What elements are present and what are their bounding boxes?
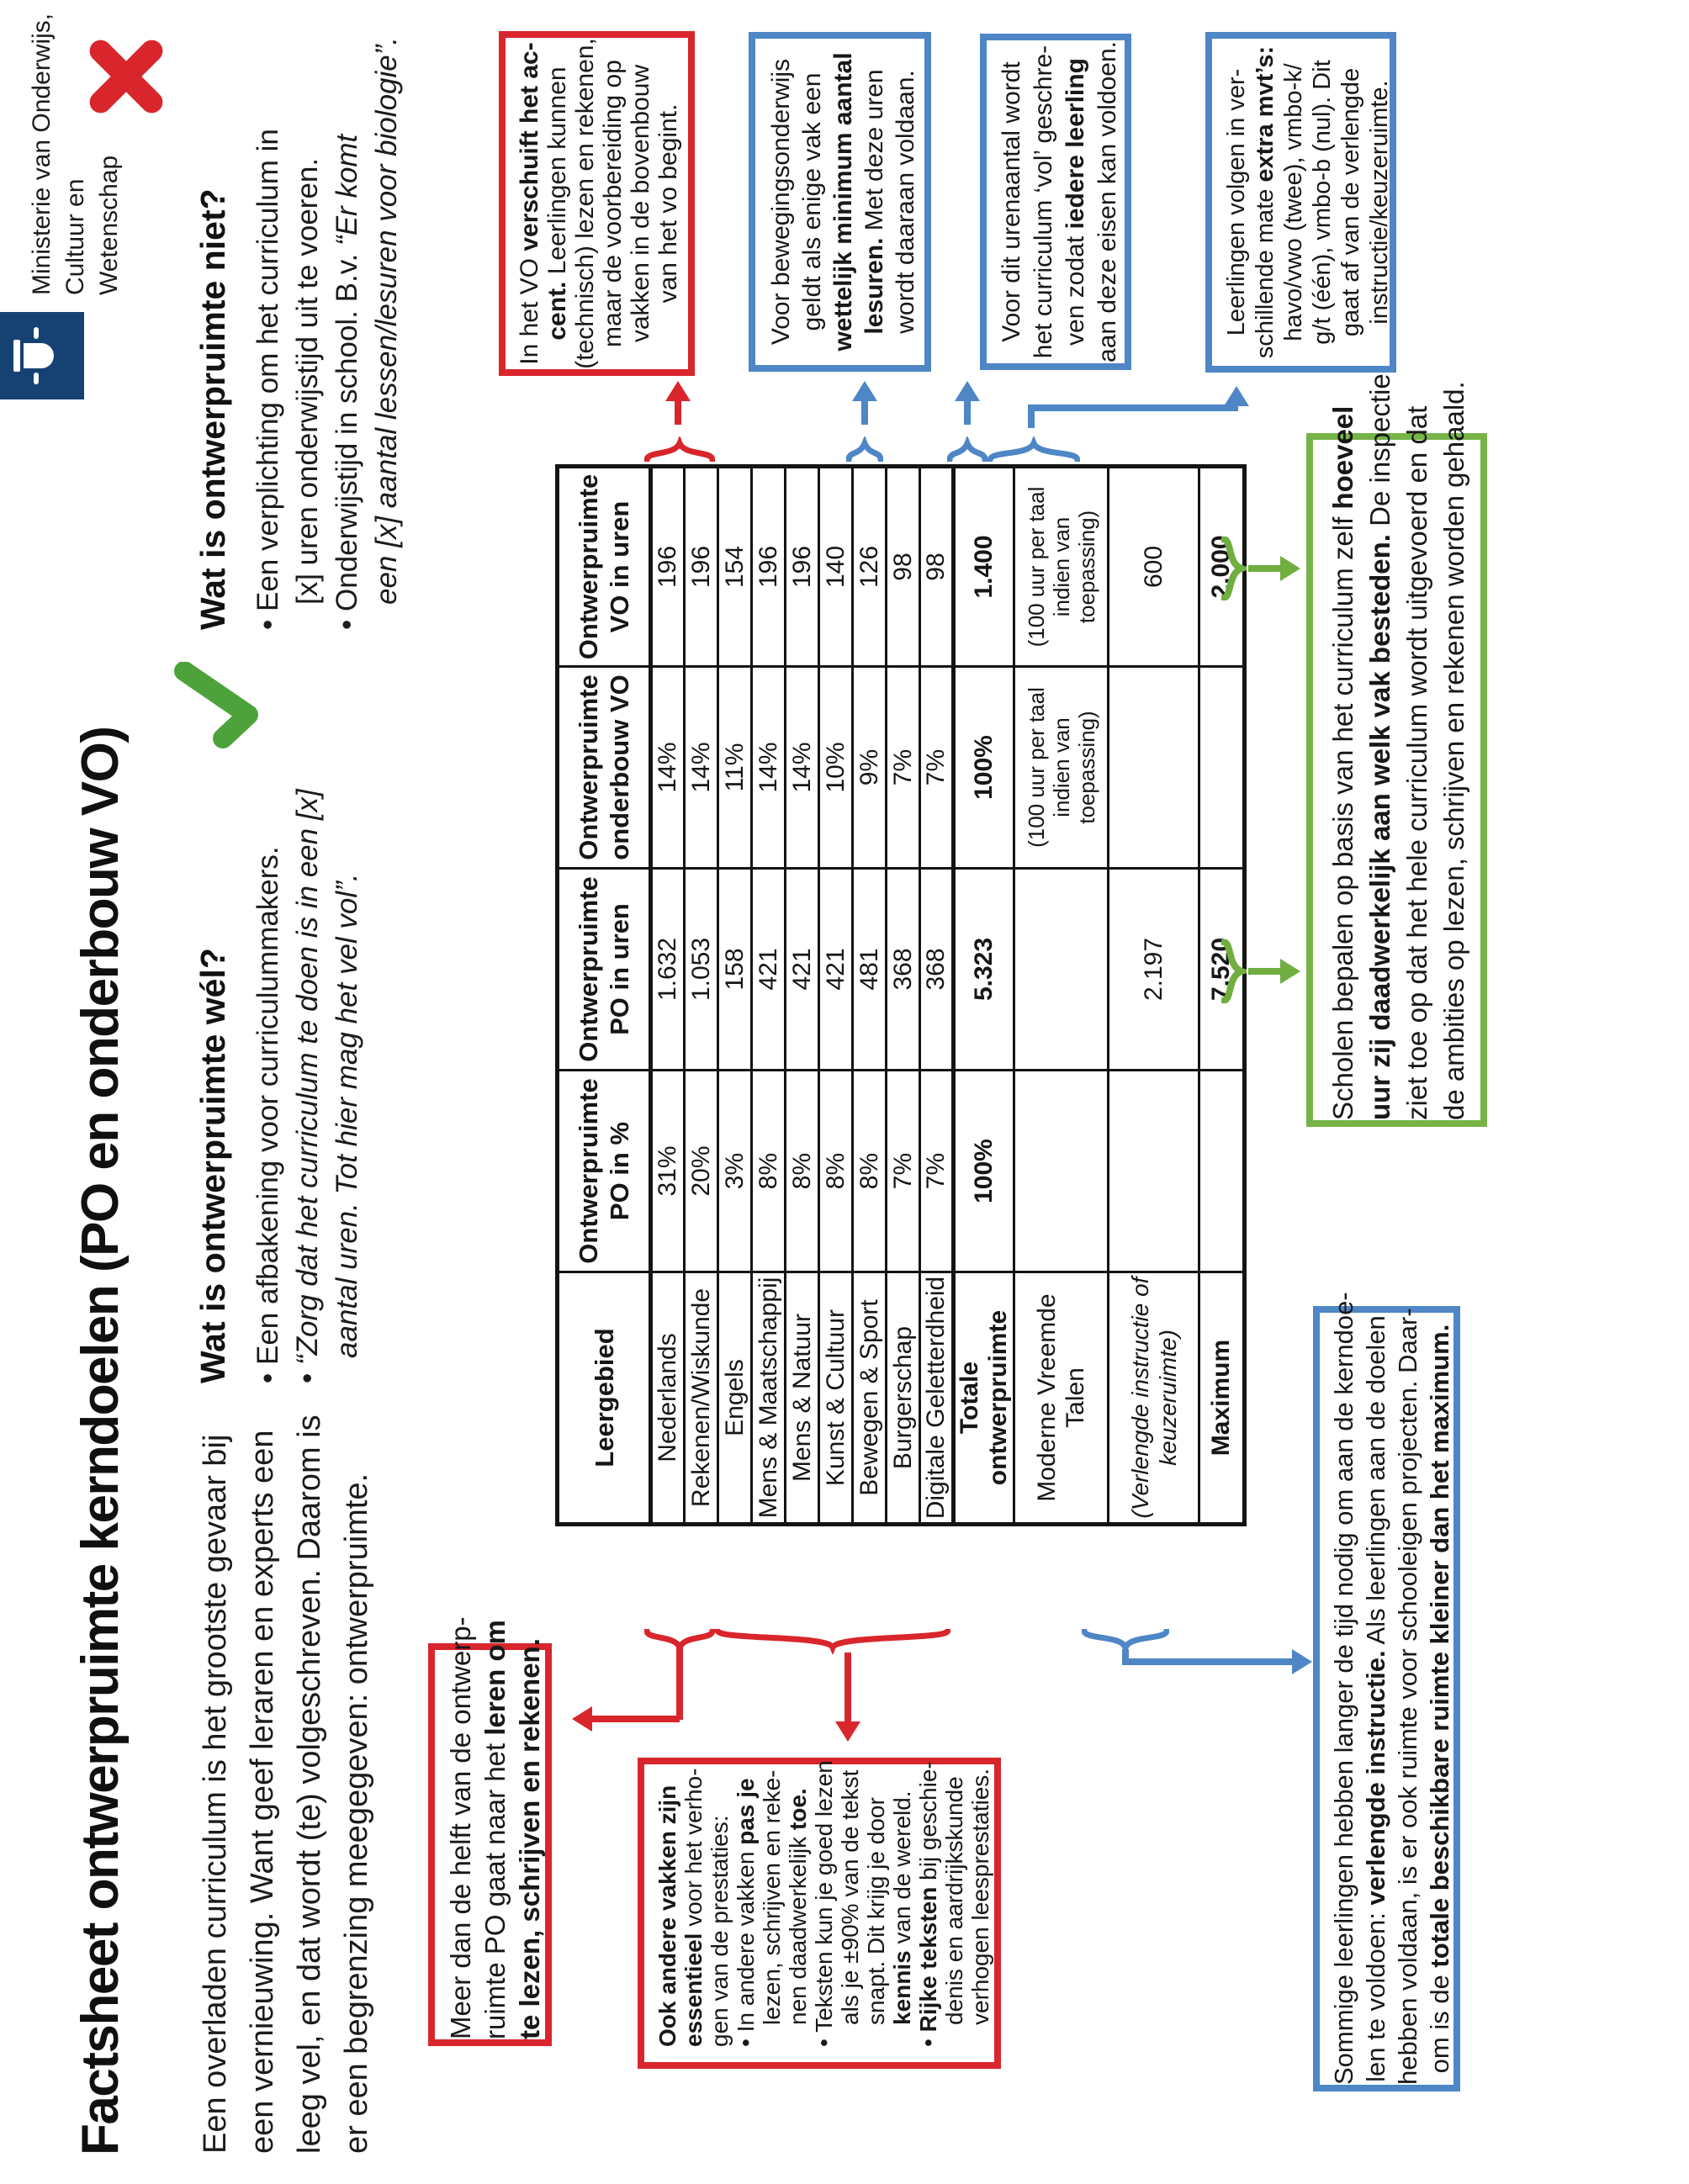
arrow-down-icon	[1280, 556, 1300, 581]
table-row: Rekenen/Wiskunde 20% 1.053 14% 196	[685, 467, 718, 1525]
table-row: Mens & Natuur 8% 421 14% 196	[786, 467, 819, 1525]
brace-rows-overige-vakken	[715, 1629, 950, 1654]
table-row: Mens & Maatschappij 8% 421 14% 196	[752, 467, 786, 1525]
section-niet	[193, 37, 406, 630]
table-header-row	[558, 467, 651, 1525]
ministry-name-line2: Wetenschap	[95, 155, 123, 295]
green-check-icon	[172, 662, 261, 750]
col-header-po-pct: Ontwerpruimte PO in %	[558, 1071, 651, 1272]
callout-meer-dan-helft: Meer dan de helft van de ontwerp- ruimte PO gaat naar het leren om te lezen, schrijven en rekenen.	[428, 1643, 552, 2046]
ministry-name-line1: Ministerie van Onderwijs, Cultuur en	[28, 13, 89, 295]
callout-scholen-bepalen: Scholen bepalen op basis van het curriculum zelf hoeveel uur zij daadwerkelijk aan welk vak besteden. De inspectie ziet toe op dat het hele curriculum wordt uitgevoerd en dat de ambities op lezen, schrijven en rekenen worden gehaald.	[1306, 433, 1487, 1127]
arrow-line	[1248, 968, 1282, 975]
intro-line: een vernieuwing. Want geef leraren en experts een	[245, 1430, 280, 2154]
logo-lion-right-icon	[34, 327, 39, 339]
logo-lion-left-icon	[34, 373, 39, 384]
callout-vo-accent: In het VO verschuift het ac- cent. Leerlingen kunnen (technisch) lezen en rekenen, maar de voorbereiding op vakken in de bovenbouw van het vo begint.	[499, 31, 695, 376]
callout-ook-andere-vakken: Ook andere vakken zijn essentieel voor het verho- gen van de prestaties: • In andere vakken pas je lezen, schrijven en reke- nen daadwerkelijk toe. • Teksten kun je goed lezen als je ±90% van de tekst snapt. Dit krijg je door kennis van de wereld. • Rijke teksten bij geschie- denis en aardrijkskunde verhogen leesprestaties.	[638, 1758, 1001, 2069]
callout-urenaantal: Voor dit urenaantal wordt het curriculum ‘vol’ geschre- ven zodat iedere leerling aan deze eisen kan voldoen.	[980, 34, 1131, 370]
intro-paragraph	[192, 1415, 380, 2154]
arrow-line	[676, 1647, 683, 1720]
niet-bullet-line: [x] uren onderwijstijd uit te voeren.	[291, 157, 324, 605]
niet-bullet-line: • Onderwijstijd in school. B.v. “Er komt	[331, 134, 363, 630]
table-total-row: Totale ontwerpruimte 100% 5.323 100% 1.400	[954, 467, 1014, 1525]
arrow-up-icon	[572, 1706, 592, 1732]
intro-line: Een overladen curriculum is het grootste gevaar bij	[198, 1434, 233, 2154]
section-wel-header: Wat is ontwerpruimte wél?	[193, 948, 232, 1383]
section-niet-header: Wat is ontwerpruimte niet?	[193, 188, 232, 630]
section-wel	[193, 789, 367, 1383]
brace-row-mvt	[987, 436, 1080, 462]
table-row: Burgerschap 7% 368 7% 98	[887, 467, 920, 1525]
arrow-down-icon	[1292, 1649, 1312, 1674]
ontwerpruimte-table	[555, 464, 1247, 1526]
col-header-vo-uren: Ontwerpruimte VO in uren	[558, 467, 651, 667]
mvt-note: (100 uur per taal indien van toepassing)	[1023, 687, 1099, 848]
arrow-line	[1028, 405, 1238, 411]
table-row: Bewegen & Sport 8% 481 9% 126	[853, 467, 887, 1525]
arrow-line	[1122, 1658, 1294, 1665]
callout-bewegingsonderwijs: Voor bewegingsonderwijs geldt als enige vak een wettelijk minimum aantal lesuren. Met deze uren wordt daaraan voldaan.	[749, 32, 931, 372]
table-maximum-row: Maximum 7.520 2.000	[1199, 467, 1245, 1525]
col-header-po-uren: Ontwerpruimte PO in uren	[558, 869, 651, 1071]
callout-extra-mvt: Leerlingen volgen in ver- schillende mate extra mvt’s: havo/vwo (twee), vmbo-k/ g/t (één), vmbo-b (nul). Dit gaat af van de verlengde instructie/keuzeruimte.	[1205, 32, 1396, 373]
intro-line: er een begrenzing meegegeven: ontwerpruimte.	[339, 1473, 374, 2154]
arrow-line	[675, 399, 681, 425]
arrow-down-icon	[1280, 959, 1300, 984]
brace-row-bewegen	[846, 436, 883, 462]
callout-verlengde-instructie: Sommige leerlingen hebben langer de tijd nodig om aan de kerndoe- len te voldoen: verlengde instructie. Als leerlingen aan de doelen hebben voldaan, is er ook ruimte voor schooleigen projecten. Daar- om is de totale beschikbare ruimte kleiner dan het maximum.	[1313, 1306, 1460, 2091]
niet-bullet-line: • Een verplichting om het curriculum in	[251, 129, 284, 630]
col-header-leergebied: Leergebied	[558, 1272, 651, 1525]
intro-line: leeg vel, en dat wordt (te) volgeschreven. Daarom is	[292, 1415, 327, 2154]
table-row: Kunst & Cultuur 8% 421 10% 140	[819, 467, 853, 1525]
red-cross-icon	[81, 31, 172, 122]
wel-bullet-line: aantal uren. Tot hier mag het vel vol”.	[331, 873, 363, 1358]
brace-row-totale	[947, 436, 987, 462]
logo-crown-icon	[13, 340, 20, 372]
niet-bullet-line: een [x] aantal lessen/lesuren voor biologie”.	[370, 36, 403, 605]
mvt-note: (100 uur per taal indien van toepassing)	[1023, 486, 1099, 648]
table-row: Nederlands 31% 1.632 14% 196	[651, 467, 685, 1525]
table-row: Engels 3% 158 11% 154	[718, 467, 752, 1525]
arrow-line	[964, 399, 971, 425]
arrow-right-icon	[955, 381, 980, 401]
table-marge-row: (Verlengde instructie of keuzeruimte) 2.197 600	[1109, 467, 1199, 1525]
arrow-right-icon	[852, 381, 877, 401]
arrow-left-icon	[835, 1721, 860, 1742]
arrow-line	[1248, 565, 1282, 572]
table-mvt-row: Moderne Vreemde Talen (100 uur per taal indien van toepassing) (100 uur per taal indien van toepassing)	[1014, 467, 1109, 1525]
arrow-right-icon	[1224, 386, 1249, 406]
brace-rows-vo-taal-rekenen	[644, 436, 715, 462]
wel-bullet-line: • “Zorg dat het curriculum te doen is in een [x]	[291, 789, 324, 1383]
arrow-right-icon	[665, 381, 691, 401]
wel-bullet-line: • Een afbakening voor curriculummakers.	[251, 846, 284, 1383]
logo-shield-icon	[24, 343, 54, 368]
col-header-onderbouw-vo: Ontwerpruimte onderbouw VO	[558, 667, 651, 869]
arrow-line	[844, 1653, 851, 1721]
page-title: Factsheet ontwerpruimte kerndoelen (PO en onderbouw VO)	[71, 727, 130, 2155]
arrow-line	[592, 1716, 680, 1722]
rijksoverheid-logo	[0, 312, 84, 399]
brace-col-po-uren	[1221, 939, 1247, 1003]
brace-col-vo-uren	[1221, 537, 1247, 600]
marge-label: (Verlengde instructie of keuzeruimte)	[1126, 1277, 1181, 1519]
table-row: Digitale Geletterdheid 7% 368 7% 98	[920, 467, 954, 1525]
arrow-line	[861, 399, 868, 425]
